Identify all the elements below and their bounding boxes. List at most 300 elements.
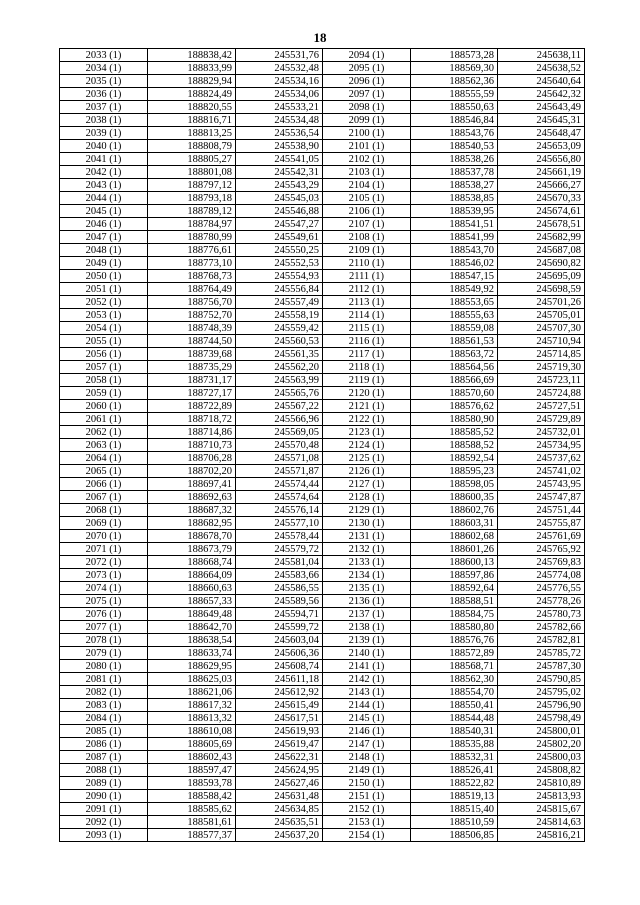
table-row — [60, 88, 585, 101]
y-coordinate-cell: 245532,48 — [236, 62, 323, 75]
y-coordinate-cell: 245566,96 — [236, 413, 323, 426]
y-coordinate-cell: 245543,29 — [236, 179, 323, 192]
point-id-cell: 2148 (1) — [323, 751, 411, 764]
x-coordinate-cell: 188692,63 — [148, 491, 236, 504]
x-coordinate-cell: 188546,02 — [411, 257, 498, 270]
y-coordinate-cell: 245635,51 — [236, 816, 323, 829]
point-id-cell: 2054 (1) — [60, 322, 148, 335]
x-coordinate-cell: 188515,40 — [411, 803, 498, 816]
x-coordinate-cell: 188577,37 — [148, 829, 236, 842]
y-coordinate-cell: 245666,27 — [498, 179, 585, 192]
point-id-cell: 2136 (1) — [323, 595, 411, 608]
x-coordinate-cell: 188538,26 — [411, 153, 498, 166]
table-row — [60, 127, 585, 140]
y-coordinate-cell: 245617,51 — [236, 712, 323, 725]
y-coordinate-cell: 245800,03 — [498, 751, 585, 764]
y-coordinate-cell: 245707,30 — [498, 322, 585, 335]
point-id-cell: 2132 (1) — [323, 543, 411, 556]
point-id-cell: 2154 (1) — [323, 829, 411, 842]
y-coordinate-cell: 245813,93 — [498, 790, 585, 803]
point-id-cell: 2141 (1) — [323, 660, 411, 673]
point-id-cell: 2135 (1) — [323, 582, 411, 595]
x-coordinate-cell: 188564,56 — [411, 361, 498, 374]
table-row — [60, 465, 585, 478]
point-id-cell: 2067 (1) — [60, 491, 148, 504]
x-coordinate-cell: 188585,52 — [411, 426, 498, 439]
y-coordinate-cell: 245550,25 — [236, 244, 323, 257]
point-id-cell: 2081 (1) — [60, 673, 148, 686]
y-coordinate-cell: 245576,14 — [236, 504, 323, 517]
point-id-cell: 2076 (1) — [60, 608, 148, 621]
table-row — [60, 829, 585, 842]
table-row — [60, 595, 585, 608]
table-row — [60, 166, 585, 179]
table-row — [60, 244, 585, 257]
x-coordinate-cell: 188597,86 — [411, 569, 498, 582]
x-coordinate-cell: 188593,78 — [148, 777, 236, 790]
x-coordinate-cell: 188540,53 — [411, 140, 498, 153]
point-id-cell: 2077 (1) — [60, 621, 148, 634]
y-coordinate-cell: 245795,02 — [498, 686, 585, 699]
y-coordinate-cell: 245542,31 — [236, 166, 323, 179]
point-id-cell: 2062 (1) — [60, 426, 148, 439]
point-id-cell: 2092 (1) — [60, 816, 148, 829]
table-row — [60, 218, 585, 231]
x-coordinate-cell: 188526,41 — [411, 764, 498, 777]
y-coordinate-cell: 245534,06 — [236, 88, 323, 101]
point-id-cell: 2095 (1) — [323, 62, 411, 75]
y-coordinate-cell: 245778,26 — [498, 595, 585, 608]
table-row — [60, 530, 585, 543]
point-id-cell: 2145 (1) — [323, 712, 411, 725]
y-coordinate-cell: 245561,35 — [236, 348, 323, 361]
x-coordinate-cell: 188538,27 — [411, 179, 498, 192]
y-coordinate-cell: 245574,64 — [236, 491, 323, 504]
point-id-cell: 2074 (1) — [60, 582, 148, 595]
y-coordinate-cell: 245637,20 — [236, 829, 323, 842]
point-id-cell: 2091 (1) — [60, 803, 148, 816]
table-row — [60, 634, 585, 647]
x-coordinate-cell: 188561,53 — [411, 335, 498, 348]
x-coordinate-cell: 188522,82 — [411, 777, 498, 790]
point-id-cell: 2104 (1) — [323, 179, 411, 192]
table-row — [60, 140, 585, 153]
x-coordinate-cell: 188633,74 — [148, 647, 236, 660]
point-id-cell: 2102 (1) — [323, 153, 411, 166]
y-coordinate-cell: 245608,74 — [236, 660, 323, 673]
point-id-cell: 2085 (1) — [60, 725, 148, 738]
table-row — [60, 374, 585, 387]
y-coordinate-cell: 245690,82 — [498, 257, 585, 270]
x-coordinate-cell: 188597,47 — [148, 764, 236, 777]
y-coordinate-cell: 245594,71 — [236, 608, 323, 621]
y-coordinate-cell: 245558,19 — [236, 309, 323, 322]
point-id-cell: 2049 (1) — [60, 257, 148, 270]
y-coordinate-cell: 245751,44 — [498, 504, 585, 517]
y-coordinate-cell: 245796,90 — [498, 699, 585, 712]
point-id-cell: 2108 (1) — [323, 231, 411, 244]
x-coordinate-cell: 188573,28 — [411, 49, 498, 62]
y-coordinate-cell: 245569,05 — [236, 426, 323, 439]
x-coordinate-cell: 188664,09 — [148, 569, 236, 582]
y-coordinate-cell: 245741,02 — [498, 465, 585, 478]
y-coordinate-cell: 245531,76 — [236, 49, 323, 62]
point-id-cell: 2143 (1) — [323, 686, 411, 699]
point-id-cell: 2039 (1) — [60, 127, 148, 140]
point-id-cell: 2037 (1) — [60, 101, 148, 114]
point-id-cell: 2048 (1) — [60, 244, 148, 257]
table-row — [60, 803, 585, 816]
table-row — [60, 725, 585, 738]
y-coordinate-cell: 245611,18 — [236, 673, 323, 686]
point-id-cell: 2038 (1) — [60, 114, 148, 127]
point-id-cell: 2113 (1) — [323, 296, 411, 309]
point-id-cell: 2101 (1) — [323, 140, 411, 153]
y-coordinate-cell: 245734,95 — [498, 439, 585, 452]
y-coordinate-cell: 245583,66 — [236, 569, 323, 582]
y-coordinate-cell: 245653,09 — [498, 140, 585, 153]
x-coordinate-cell: 188601,26 — [411, 543, 498, 556]
y-coordinate-cell: 245534,16 — [236, 75, 323, 88]
point-id-cell: 2139 (1) — [323, 634, 411, 647]
point-id-cell: 2094 (1) — [323, 49, 411, 62]
point-id-cell: 2083 (1) — [60, 699, 148, 712]
x-coordinate-cell: 188562,36 — [411, 75, 498, 88]
x-coordinate-cell: 188838,42 — [148, 49, 236, 62]
table-row — [60, 686, 585, 699]
y-coordinate-cell: 245729,89 — [498, 413, 585, 426]
point-id-cell: 2086 (1) — [60, 738, 148, 751]
point-id-cell: 2103 (1) — [323, 166, 411, 179]
y-coordinate-cell: 245810,89 — [498, 777, 585, 790]
y-coordinate-cell: 245724,88 — [498, 387, 585, 400]
point-id-cell: 2071 (1) — [60, 543, 148, 556]
x-coordinate-cell: 188538,85 — [411, 192, 498, 205]
point-id-cell: 2069 (1) — [60, 517, 148, 530]
x-coordinate-cell: 188776,61 — [148, 244, 236, 257]
point-id-cell: 2144 (1) — [323, 699, 411, 712]
table-row — [60, 257, 585, 270]
point-id-cell: 2050 (1) — [60, 270, 148, 283]
table-row — [60, 660, 585, 673]
page-number: 18 — [313, 30, 327, 45]
point-id-cell: 2096 (1) — [323, 75, 411, 88]
y-coordinate-cell: 245562,20 — [236, 361, 323, 374]
point-id-cell: 2109 (1) — [323, 244, 411, 257]
x-coordinate-cell: 188816,71 — [148, 114, 236, 127]
table-row — [60, 400, 585, 413]
table-row — [60, 491, 585, 504]
point-id-cell: 2127 (1) — [323, 478, 411, 491]
x-coordinate-cell: 188824,49 — [148, 88, 236, 101]
point-id-cell: 2129 (1) — [323, 504, 411, 517]
point-id-cell: 2088 (1) — [60, 764, 148, 777]
y-coordinate-cell: 245615,49 — [236, 699, 323, 712]
x-coordinate-cell: 188718,72 — [148, 413, 236, 426]
point-id-cell: 2115 (1) — [323, 322, 411, 335]
y-coordinate-cell: 245815,67 — [498, 803, 585, 816]
x-coordinate-cell: 188613,32 — [148, 712, 236, 725]
x-coordinate-cell: 188546,84 — [411, 114, 498, 127]
point-id-cell: 2134 (1) — [323, 569, 411, 582]
y-coordinate-cell: 245814,63 — [498, 816, 585, 829]
y-coordinate-cell: 245798,49 — [498, 712, 585, 725]
y-coordinate-cell: 245656,80 — [498, 153, 585, 166]
point-id-cell: 2119 (1) — [323, 374, 411, 387]
table-row — [60, 556, 585, 569]
point-id-cell: 2121 (1) — [323, 400, 411, 413]
x-coordinate-cell: 188793,18 — [148, 192, 236, 205]
x-coordinate-cell: 188780,99 — [148, 231, 236, 244]
y-coordinate-cell: 245536,54 — [236, 127, 323, 140]
point-id-cell: 2084 (1) — [60, 712, 148, 725]
point-id-cell: 2111 (1) — [323, 270, 411, 283]
x-coordinate-cell: 188805,27 — [148, 153, 236, 166]
y-coordinate-cell: 245631,48 — [236, 790, 323, 803]
table-row — [60, 192, 585, 205]
table-row — [60, 699, 585, 712]
y-coordinate-cell: 245790,85 — [498, 673, 585, 686]
x-coordinate-cell: 188735,29 — [148, 361, 236, 374]
x-coordinate-cell: 188702,20 — [148, 465, 236, 478]
x-coordinate-cell: 188731,17 — [148, 374, 236, 387]
x-coordinate-cell: 188697,41 — [148, 478, 236, 491]
x-coordinate-cell: 188543,76 — [411, 127, 498, 140]
x-coordinate-cell: 188537,78 — [411, 166, 498, 179]
y-coordinate-cell: 245737,62 — [498, 452, 585, 465]
y-coordinate-cell: 245563,99 — [236, 374, 323, 387]
point-id-cell: 2124 (1) — [323, 439, 411, 452]
table-row — [60, 673, 585, 686]
y-coordinate-cell: 245567,22 — [236, 400, 323, 413]
x-coordinate-cell: 188773,10 — [148, 257, 236, 270]
table-row — [60, 738, 585, 751]
x-coordinate-cell: 188764,49 — [148, 283, 236, 296]
x-coordinate-cell: 188585,62 — [148, 803, 236, 816]
table-row — [60, 413, 585, 426]
point-id-cell: 2128 (1) — [323, 491, 411, 504]
x-coordinate-cell: 188580,80 — [411, 621, 498, 634]
y-coordinate-cell: 245727,51 — [498, 400, 585, 413]
point-id-cell: 2093 (1) — [60, 829, 148, 842]
point-id-cell: 2152 (1) — [323, 803, 411, 816]
point-id-cell: 2059 (1) — [60, 387, 148, 400]
point-id-cell: 2140 (1) — [323, 647, 411, 660]
table-row — [60, 335, 585, 348]
point-id-cell: 2052 (1) — [60, 296, 148, 309]
point-id-cell: 2131 (1) — [323, 530, 411, 543]
y-coordinate-cell: 245678,51 — [498, 218, 585, 231]
y-coordinate-cell: 245557,49 — [236, 296, 323, 309]
y-coordinate-cell: 245800,01 — [498, 725, 585, 738]
y-coordinate-cell: 245780,73 — [498, 608, 585, 621]
x-coordinate-cell: 188588,42 — [148, 790, 236, 803]
x-coordinate-cell: 188752,70 — [148, 309, 236, 322]
point-id-cell: 2098 (1) — [323, 101, 411, 114]
y-coordinate-cell: 245574,44 — [236, 478, 323, 491]
x-coordinate-cell: 188744,50 — [148, 335, 236, 348]
y-coordinate-cell: 245571,08 — [236, 452, 323, 465]
x-coordinate-cell: 188789,12 — [148, 205, 236, 218]
y-coordinate-cell: 245603,04 — [236, 634, 323, 647]
x-coordinate-cell: 188682,95 — [148, 517, 236, 530]
point-id-cell: 2100 (1) — [323, 127, 411, 140]
y-coordinate-cell: 245732,01 — [498, 426, 585, 439]
x-coordinate-cell: 188829,94 — [148, 75, 236, 88]
y-coordinate-cell: 245782,66 — [498, 621, 585, 634]
x-coordinate-cell: 188550,63 — [411, 101, 498, 114]
y-coordinate-cell: 245765,92 — [498, 543, 585, 556]
y-coordinate-cell: 245682,99 — [498, 231, 585, 244]
point-id-cell: 2035 (1) — [60, 75, 148, 88]
y-coordinate-cell: 245619,93 — [236, 725, 323, 738]
table-row — [60, 283, 585, 296]
x-coordinate-cell: 188602,43 — [148, 751, 236, 764]
point-id-cell: 2045 (1) — [60, 205, 148, 218]
x-coordinate-cell: 188784,97 — [148, 218, 236, 231]
point-id-cell: 2150 (1) — [323, 777, 411, 790]
y-coordinate-cell: 245589,56 — [236, 595, 323, 608]
table-row — [60, 179, 585, 192]
y-coordinate-cell: 245541,05 — [236, 153, 323, 166]
x-coordinate-cell: 188563,72 — [411, 348, 498, 361]
point-id-cell: 2123 (1) — [323, 426, 411, 439]
y-coordinate-cell: 245705,01 — [498, 309, 585, 322]
y-coordinate-cell: 245808,82 — [498, 764, 585, 777]
y-coordinate-cell: 245619,47 — [236, 738, 323, 751]
x-coordinate-cell: 188687,32 — [148, 504, 236, 517]
point-id-cell: 2117 (1) — [323, 348, 411, 361]
x-coordinate-cell: 188588,52 — [411, 439, 498, 452]
y-coordinate-cell: 245761,69 — [498, 530, 585, 543]
y-coordinate-cell: 245559,42 — [236, 322, 323, 335]
point-id-cell: 2033 (1) — [60, 49, 148, 62]
point-id-cell: 2078 (1) — [60, 634, 148, 647]
x-coordinate-cell: 188820,55 — [148, 101, 236, 114]
table-row — [60, 621, 585, 634]
y-coordinate-cell: 245560,53 — [236, 335, 323, 348]
point-id-cell: 2138 (1) — [323, 621, 411, 634]
x-coordinate-cell: 188562,30 — [411, 673, 498, 686]
y-coordinate-cell: 245638,11 — [498, 49, 585, 62]
table-row — [60, 361, 585, 374]
y-coordinate-cell: 245577,10 — [236, 517, 323, 530]
point-id-cell: 2051 (1) — [60, 283, 148, 296]
x-coordinate-cell: 188727,17 — [148, 387, 236, 400]
x-coordinate-cell: 188678,70 — [148, 530, 236, 543]
x-coordinate-cell: 188572,89 — [411, 647, 498, 660]
x-coordinate-cell: 188568,71 — [411, 660, 498, 673]
table-row — [60, 387, 585, 400]
table-row — [60, 712, 585, 725]
x-coordinate-cell: 188544,48 — [411, 712, 498, 725]
y-coordinate-cell: 245661,19 — [498, 166, 585, 179]
table-row — [60, 49, 585, 62]
y-coordinate-cell: 245816,21 — [498, 829, 585, 842]
y-coordinate-cell: 245670,33 — [498, 192, 585, 205]
y-coordinate-cell: 245599,72 — [236, 621, 323, 634]
point-id-cell: 2142 (1) — [323, 673, 411, 686]
x-coordinate-cell: 188576,62 — [411, 400, 498, 413]
x-coordinate-cell: 188554,70 — [411, 686, 498, 699]
point-id-cell: 2153 (1) — [323, 816, 411, 829]
x-coordinate-cell: 188519,13 — [411, 790, 498, 803]
point-id-cell: 2058 (1) — [60, 374, 148, 387]
y-coordinate-cell: 245638,52 — [498, 62, 585, 75]
table-row — [60, 231, 585, 244]
x-coordinate-cell: 188569,30 — [411, 62, 498, 75]
y-coordinate-cell: 245714,85 — [498, 348, 585, 361]
table-row — [60, 322, 585, 335]
point-id-cell: 2099 (1) — [323, 114, 411, 127]
x-coordinate-cell: 188581,61 — [148, 816, 236, 829]
point-id-cell: 2068 (1) — [60, 504, 148, 517]
x-coordinate-cell: 188532,31 — [411, 751, 498, 764]
y-coordinate-cell: 245642,32 — [498, 88, 585, 101]
point-id-cell: 2112 (1) — [323, 283, 411, 296]
x-coordinate-cell: 188649,48 — [148, 608, 236, 621]
table-row — [60, 543, 585, 556]
table-row — [60, 309, 585, 322]
x-coordinate-cell: 188570,60 — [411, 387, 498, 400]
coordinates-table — [59, 48, 585, 842]
y-coordinate-cell: 245570,48 — [236, 439, 323, 452]
point-id-cell: 2042 (1) — [60, 166, 148, 179]
point-id-cell: 2070 (1) — [60, 530, 148, 543]
table-row — [60, 764, 585, 777]
y-coordinate-cell: 245586,55 — [236, 582, 323, 595]
x-coordinate-cell: 188535,88 — [411, 738, 498, 751]
point-id-cell: 2053 (1) — [60, 309, 148, 322]
y-coordinate-cell: 245776,55 — [498, 582, 585, 595]
x-coordinate-cell: 188602,76 — [411, 504, 498, 517]
y-coordinate-cell: 245556,84 — [236, 283, 323, 296]
table-row — [60, 153, 585, 166]
point-id-cell: 2082 (1) — [60, 686, 148, 699]
point-id-cell: 2107 (1) — [323, 218, 411, 231]
x-coordinate-cell: 188625,03 — [148, 673, 236, 686]
point-id-cell: 2065 (1) — [60, 465, 148, 478]
y-coordinate-cell: 245534,48 — [236, 114, 323, 127]
table-row — [60, 504, 585, 517]
point-id-cell: 2146 (1) — [323, 725, 411, 738]
x-coordinate-cell: 188706,28 — [148, 452, 236, 465]
y-coordinate-cell: 245622,31 — [236, 751, 323, 764]
y-coordinate-cell: 245643,49 — [498, 101, 585, 114]
point-id-cell: 2036 (1) — [60, 88, 148, 101]
point-id-cell: 2149 (1) — [323, 764, 411, 777]
table-row — [60, 114, 585, 127]
x-coordinate-cell: 188576,76 — [411, 634, 498, 647]
y-coordinate-cell: 245719,30 — [498, 361, 585, 374]
x-coordinate-cell: 188660,63 — [148, 582, 236, 595]
x-coordinate-cell: 188801,08 — [148, 166, 236, 179]
point-id-cell: 2114 (1) — [323, 309, 411, 322]
table-row — [60, 439, 585, 452]
table-row — [60, 478, 585, 491]
x-coordinate-cell: 188600,13 — [411, 556, 498, 569]
point-id-cell: 2118 (1) — [323, 361, 411, 374]
table-row — [60, 270, 585, 283]
y-coordinate-cell: 245787,30 — [498, 660, 585, 673]
x-coordinate-cell: 188813,25 — [148, 127, 236, 140]
point-id-cell: 2056 (1) — [60, 348, 148, 361]
point-id-cell: 2090 (1) — [60, 790, 148, 803]
y-coordinate-cell: 245674,61 — [498, 205, 585, 218]
x-coordinate-cell: 188541,99 — [411, 231, 498, 244]
point-id-cell: 2116 (1) — [323, 335, 411, 348]
x-coordinate-cell: 188555,63 — [411, 309, 498, 322]
